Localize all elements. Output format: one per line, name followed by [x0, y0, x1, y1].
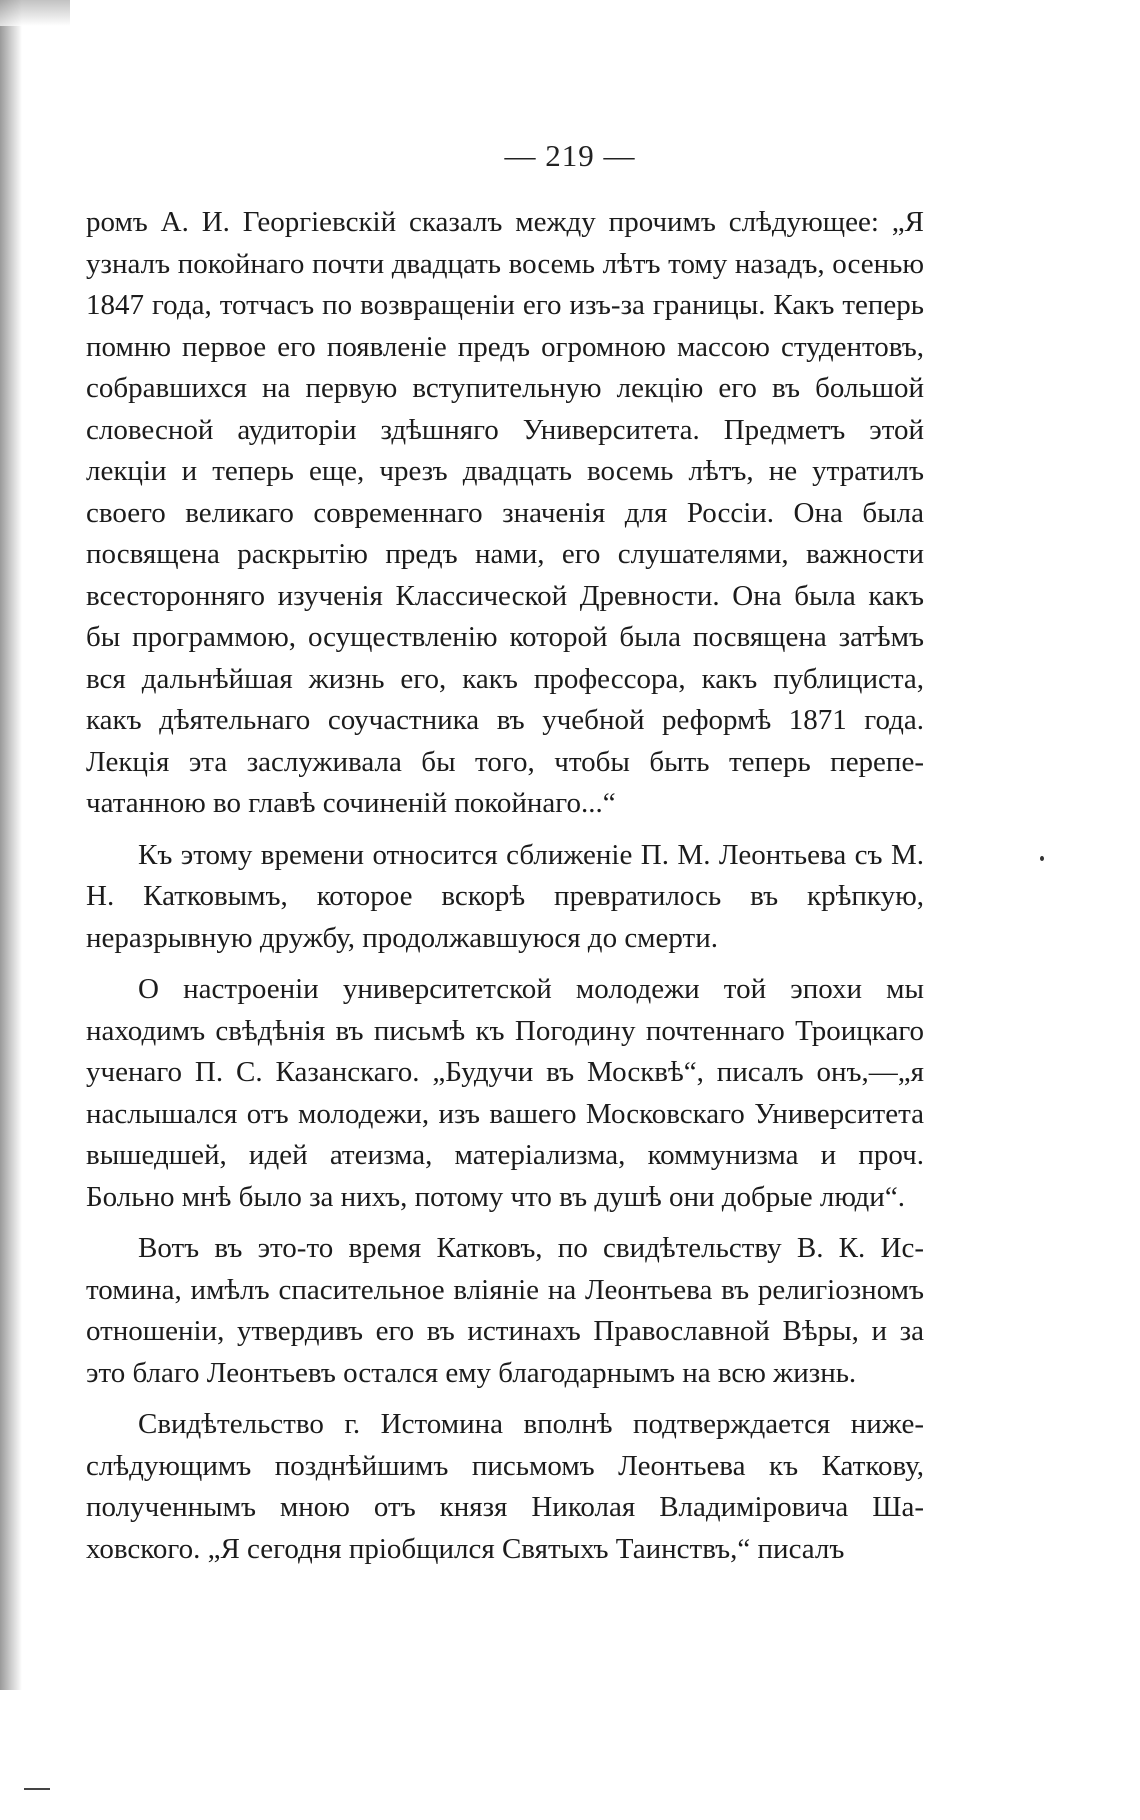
ink-speck	[1040, 856, 1044, 861]
scan-mark	[24, 1788, 50, 1790]
paragraph-istomin-testimony: Вотъ въ это-то время Катковъ, по свидѣтельству В. К. Истомина, имѣлъ спасительное вліяніе на Леонтьева въ религіозномъ отношеніи, утвердивъ его въ истинахъ Православной Вѣры, и за это благо Леонтьевъ остался ему благодарнымъ на всю жизнь.	[86, 1232, 924, 1389]
scan-top-corner-shadow	[0, 0, 70, 26]
page-body-text	[86, 202, 924, 1580]
paragraph-leontiev-katkov: Къ этому времени относится сближеніе П. М. Леонтьева съ М. Н. Катковымъ, которое вскорѣ превратилось въ крѣпкую, неразрывную дружбу, продолжавшуюся до смерти.	[86, 838, 924, 954]
paragraph-university-youth: О настроеніи университетской молодежи той эпохи мы находимъ свѣдѣнія въ письмѣ къ Погодину почтеннаго Троицкаго ученаго П. С. Казанскаго. „Будучи въ Москвѣ“, писалъ онъ,—„я наслышался отъ молодежи, изъ вашего Московскаго Университета вышедшей, идей атеизма, матеріализма, коммунизма и проч. Больно мнѣ было за нихъ, потому что въ душѣ они добрые люди“.	[86, 973, 924, 1213]
paragraph-continued: ромъ А. И. Георгіевскій сказалъ между прочимъ слѣдующее: „Я узналъ покойнаго почти двадцать восемь лѣтъ тому назадъ, осенью 1847 года, тотчасъ по возвращеніи его изъ-за границы. Какъ теперь помню первое его появленіе предъ огромною массою студентовъ, собравшихся на первую вступительную лекцію его въ большой словесной аудиторіи здѣшняго Университета. Предметъ этой лекціи и теперь еще, чрезъ двадцать восемь лѣтъ, не утратилъ своего великаго современнаго значенія для Россіи. Она была посвящена раскрытію предъ нами, его слушателями, важности всесторонняго изученія Классической Древности. Она была какъ бы программою, осуществленію которой была посвящена затѣмъ вся дальнѣйшая жизнь его, какъ профессора, какъ публициста, какъ дѣятельнаго соучастника въ учебной реформѣ 1871 года. Лекція эта заслуживала бы того, чтобы быть теперь перепечатанною во главѣ сочиненій покойнаго...“	[86, 206, 924, 819]
page-number: — 219 —	[504, 138, 636, 173]
paragraph-later-letter: Свидѣтельство г. Истомина вполнѣ подтверждается нижеслѣдующимъ позднѣйшимъ письмомъ Леонтьева къ Каткову, полученнымъ мною отъ князя Николая Владиміровича Шаховского. „Я сегодня пріобщился Святыхъ Таинствъ,“ писалъ	[86, 1408, 924, 1565]
scan-left-edge-shadow	[0, 0, 22, 1690]
